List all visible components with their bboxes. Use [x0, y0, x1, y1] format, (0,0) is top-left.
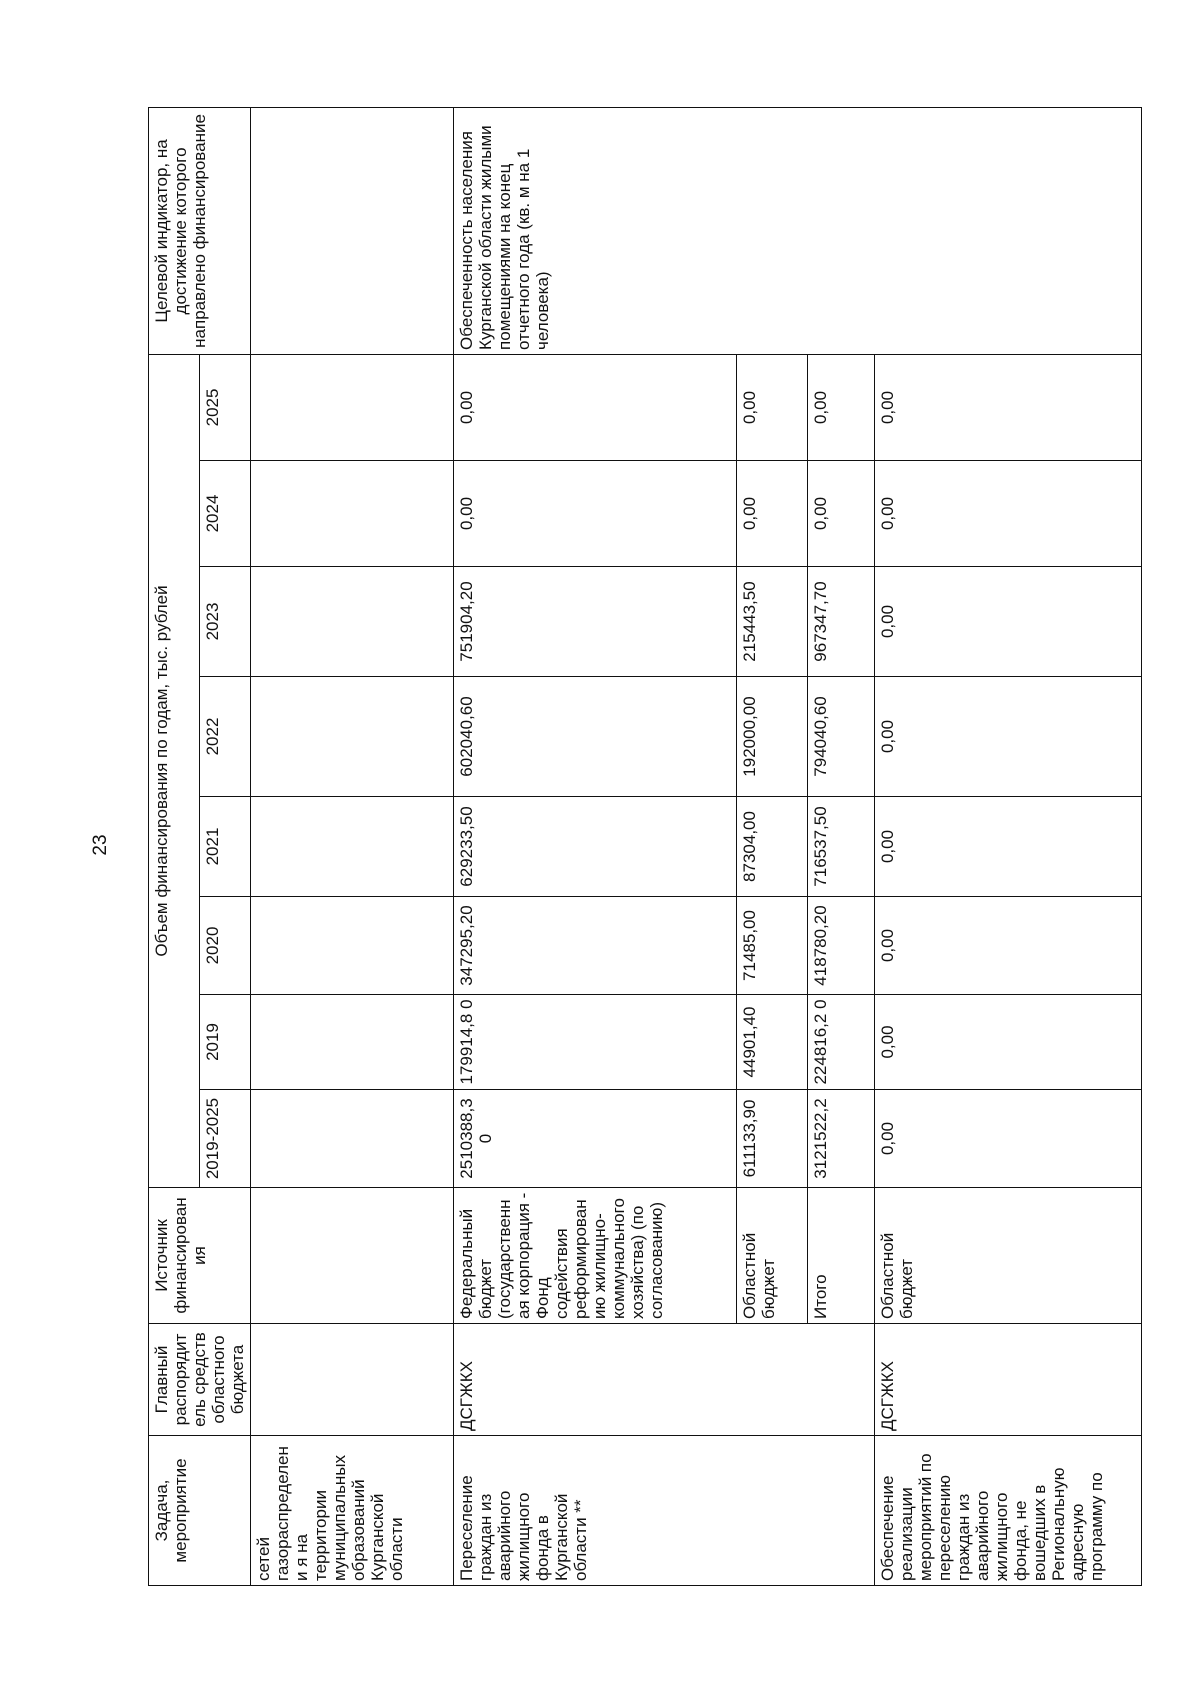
cell-value: 0,00 [808, 461, 875, 567]
cell-value: 215443,50 [737, 567, 808, 677]
cell-indicator [251, 107, 454, 354]
header-indicator: Целевой индикатор, на достижение которого направлено финансирование [149, 107, 251, 354]
cell-value [251, 567, 454, 677]
cell-value: 87304,00 [737, 797, 808, 897]
cell-value: 716537,50 [808, 797, 875, 897]
cell-source: Итого [808, 1188, 875, 1324]
header-year-2019-2025: 2019-2025 [200, 1090, 251, 1188]
cell-value: 0,00 [808, 354, 875, 460]
cell-value [251, 995, 454, 1090]
cell-value: 0,00 [875, 995, 1142, 1090]
header-volume: Объем финансирования по годам, тыс. рублей [149, 354, 200, 1187]
cell-value: 0,00 [875, 797, 1142, 897]
cell-task: сетей газораспределени я на территории муниципальных образований Курганской области [251, 1436, 454, 1586]
cell-value: 0,00 [875, 461, 1142, 567]
cell-value [251, 897, 454, 995]
cell-administrator: ДСГЖКХ [875, 1324, 1142, 1436]
header-year-2020: 2020 [200, 897, 251, 995]
cell-value: 0,00 [875, 354, 1142, 460]
cell-source: Областной бюджет [737, 1188, 808, 1324]
cell-source: Федеральный бюджет (государственн ая корпорация - Фонд содействия реформирован ию жилищно-коммунального хозяйства) (по согласованию) [454, 1188, 737, 1324]
cell-value: 347295,20 [454, 897, 737, 995]
cell-administrator: ДСГЖКХ [454, 1324, 875, 1436]
cell-value: 192000,00 [737, 677, 808, 797]
cell-value [251, 1090, 454, 1188]
header-year-2019: 2019 [200, 995, 251, 1090]
cell-value: 602040,60 [454, 677, 737, 797]
header-task: Задача, мероприятие [149, 1436, 251, 1586]
cell-value [251, 677, 454, 797]
cell-value: 0,00 [875, 1090, 1142, 1188]
header-year-2023: 2023 [200, 567, 251, 677]
cell-value: 418780,20 [808, 897, 875, 995]
cell-value [251, 461, 454, 567]
page-number: 23 [90, 834, 111, 856]
financing-table [148, 107, 1142, 1586]
cell-indicator: Обеспеченность населения Курганской области жилыми помещениями на конец отчетного года (кв. м на 1 человека) [454, 107, 1142, 354]
cell-value: 0,00 [875, 567, 1142, 677]
cell-source: Областной бюджет [875, 1188, 1142, 1324]
cell-value: 0,00 [875, 897, 1142, 995]
cell-value: 3121522,2 [808, 1090, 875, 1188]
cell-value [251, 354, 454, 460]
header-year-2022: 2022 [200, 677, 251, 797]
header-year-2025: 2025 [200, 354, 251, 460]
cell-task: Обеспечение реализации мероприятий по переселению граждан из аварийного жилищного фонда, не вошедших в Региональную адресную программу по [875, 1436, 1142, 1586]
table-row-gas-networks [251, 107, 454, 1585]
cell-value: 794040,60 [808, 677, 875, 797]
rotated-page-content [148, 108, 1160, 1586]
header-source: Источник финансирован ия [149, 1188, 251, 1324]
cell-value: 751904,20 [454, 567, 737, 677]
cell-source [251, 1188, 454, 1324]
header-administrator: Главный распорядит ель средств областного бюджета [149, 1324, 251, 1436]
cell-value: 179914,8 0 [454, 995, 737, 1090]
header-year-2024: 2024 [200, 461, 251, 567]
cell-value: 0,00 [737, 461, 808, 567]
cell-value: 44901,40 [737, 995, 808, 1090]
cell-administrator [251, 1324, 454, 1436]
cell-value: 224816,2 0 [808, 995, 875, 1090]
table-row-resettlement-federal [454, 107, 737, 1585]
header-year-2021: 2021 [200, 797, 251, 897]
cell-value: 967347,70 [808, 567, 875, 677]
cell-value: 629233,50 [454, 797, 737, 897]
cell-value: 0,00 [454, 461, 737, 567]
cell-value: 71485,00 [737, 897, 808, 995]
cell-value: 611133,90 [737, 1090, 808, 1188]
cell-value: 2510388,3 0 [454, 1090, 737, 1188]
cell-value: 0,00 [875, 677, 1142, 797]
cell-value [251, 797, 454, 897]
cell-task: Переселение граждан из аварийного жилищного фонда в Курганской области ** [454, 1436, 875, 1586]
cell-value: 0,00 [737, 354, 808, 460]
cell-value: 0,00 [454, 354, 737, 460]
